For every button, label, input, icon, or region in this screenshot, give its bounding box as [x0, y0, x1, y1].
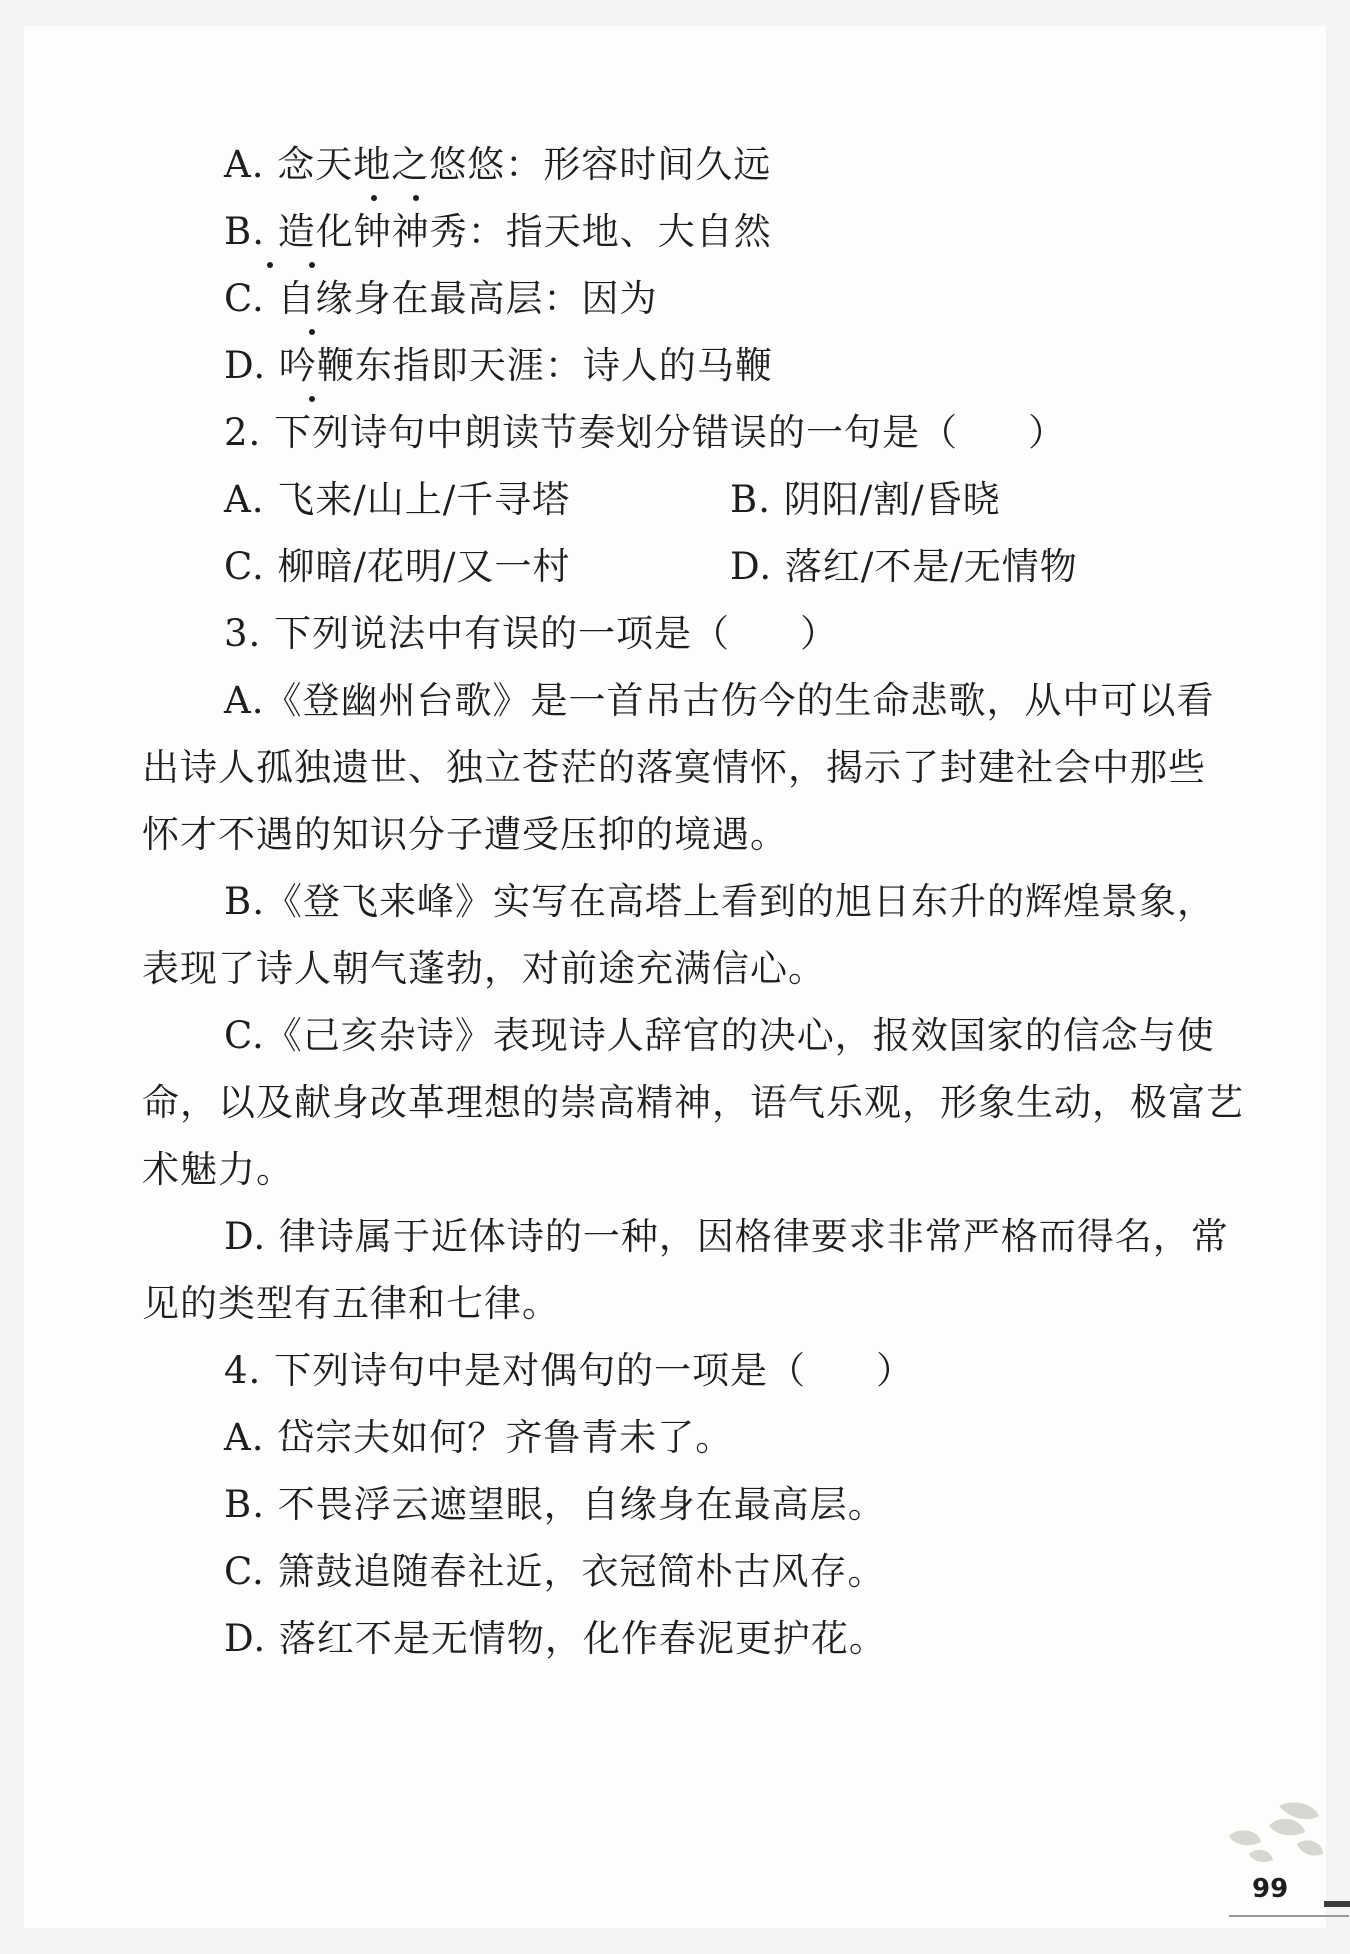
q2-option-b: B. 阴阳/割/昏晓: [730, 478, 1001, 521]
q4-option-a: A. 岱宗夫如何？齐鲁青未了。: [224, 1416, 734, 1459]
q3-option-a-line: A.《登幽州台歌》是一首吊古伤今的生命悲歌，从中可以看: [224, 679, 1215, 722]
q2-option-c: C. 柳暗/花明/又一村: [224, 545, 571, 588]
footer-bar: [1324, 1901, 1350, 1907]
emphasis-dot: [309, 262, 315, 268]
q3-stem: [224, 610, 838, 658]
emphasis-dot: [309, 329, 315, 335]
q1-option-c: C. 自缘身在最高层：因为: [224, 277, 658, 320]
q3-stem-text: 3. 下列说法中有误的一项是（: [224, 612, 731, 655]
emphasis-dot: [413, 195, 419, 201]
q4-option-b: B. 不畏浮云遮望眼，自缘身在最高层。: [224, 1483, 886, 1526]
q2-stem-text: 2. 下列诗句中朗读节奏划分错误的一句是（: [224, 411, 959, 454]
footer-rule: [1229, 1915, 1349, 1917]
q3-option-c-line: 术魅力。: [142, 1148, 294, 1191]
q3-option-c-line: C.《己亥杂诗》表现诗人辞官的决心，报效国家的信念与使: [224, 1014, 1215, 1057]
q3-stem-close: ）: [800, 612, 839, 655]
q1-option-d: D. 吟鞭东指即天涯：诗人的马鞭: [224, 344, 773, 387]
q2-stem: [224, 409, 1066, 457]
q1-option-a: A. 念天地之悠悠：形容时间久远: [224, 143, 772, 186]
q3-option-b-line: B.《登飞来峰》实写在高塔上看到的旭日东升的辉煌景象，: [224, 880, 1215, 923]
q2-option-d: D. 落红/不是/无情物: [730, 545, 1078, 588]
q2-option-a: A. 飞来/山上/千寻塔: [224, 478, 571, 521]
q4-stem-close: ）: [876, 1349, 915, 1392]
leaf-decoration-icon: [1209, 1796, 1329, 1876]
emphasis-dot: [267, 262, 273, 268]
emphasis-dot: [309, 396, 315, 402]
page-number: 99: [1252, 1874, 1289, 1904]
q1-option-b: B. 造化钟神秀：指天地、大自然: [224, 210, 772, 253]
q4-stem: [224, 1347, 914, 1395]
q3-option-d-line: 见的类型有五律和七律。: [142, 1282, 560, 1325]
q3-option-a-line: 怀才不遇的知识分子遭受压抑的境遇。: [142, 813, 788, 856]
q3-option-c-line: 命，以及献身改革理想的崇高精神，语气乐观，形象生动，极富艺: [142, 1081, 1244, 1124]
textbook-page: [24, 26, 1326, 1928]
q3-option-a-line: 出诗人孤独遗世、独立苍茫的落寞情怀，揭示了封建社会中那些: [142, 746, 1206, 789]
q3-option-d-line: D. 律诗属于近体诗的一种，因格律要求非常严格而得名，常: [224, 1215, 1229, 1258]
q4-stem-text: 4. 下列诗句中是对偶句的一项是（: [224, 1349, 807, 1392]
emphasis-dot: [371, 195, 377, 201]
q4-option-c: C. 箫鼓追随春社近，衣冠简朴古风存。: [224, 1550, 886, 1593]
q2-stem-close: ）: [1028, 411, 1067, 454]
q4-option-d: D. 落红不是无情物，化作春泥更护花。: [224, 1617, 887, 1660]
q3-option-b-line: 表现了诗人朝气蓬勃，对前途充满信心。: [142, 947, 826, 990]
